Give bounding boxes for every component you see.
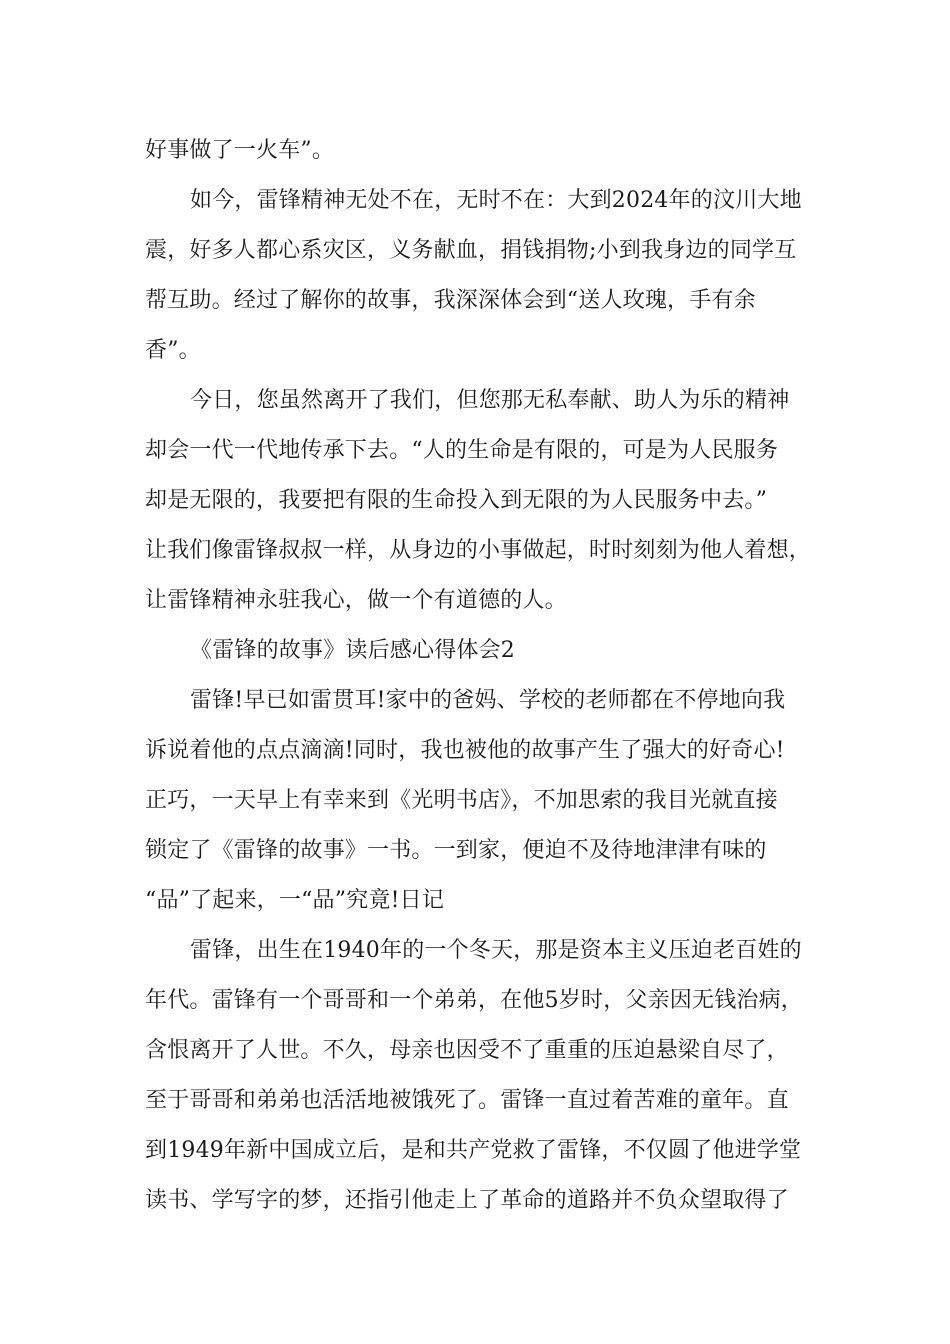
text-line: 诉说着他的点点滴滴!同时，我也被他的故事产生了强大的好奇心! xyxy=(145,738,785,763)
text-line: 让我们像雷锋叔叔一样，从身边的小事做起，时时刻刻为他人着想， xyxy=(145,538,812,563)
section-heading: 《雷锋的故事》读后感心得体会2 xyxy=(190,638,515,663)
text-line: 锁定了《雷锋的故事》一书。一到家，便迫不及待地津津有味的 xyxy=(145,838,767,863)
text-line: 正巧，一天早上有幸来到《光明书店》，不加思索的我目光就直接 xyxy=(145,788,778,813)
text-line: 年代。雷锋有一个哥哥和一个弟弟，在他5岁时，父亲因无钱治病， xyxy=(145,988,803,1013)
text-line: 到1949年新中国成立后，是和共产党救了雷锋，不仅圆了他进学堂 xyxy=(145,1138,802,1163)
text-line: 帮互助。经过了解你的故事，我深深体会到“送人玫瑰，手有余 xyxy=(145,288,756,313)
text-line: 好事做了一火车”。 xyxy=(145,138,335,163)
paragraph-first-line: 雷锋!早已如雷贯耳!家中的爸妈、学校的老师都在不停地向我 xyxy=(190,688,786,713)
text-line: 却是无限的，我要把有限的生命投入到无限的为人民服务中去。” xyxy=(145,488,768,513)
text-line: 香”。 xyxy=(145,338,201,363)
text-line: “品”了起来，一“品”究竟!日记 xyxy=(145,888,445,913)
text-line: 让雷锋精神永驻我心，做一个有道德的人。 xyxy=(145,588,567,613)
text-line: 却会一代一代地传承下去。“人的生命是有限的，可是为人民服务 xyxy=(145,438,779,463)
paragraph-first-line: 如今，雷锋精神无处不在，无时不在：大到2024年的汶川大地 xyxy=(190,188,802,213)
text-line: 至于哥哥和弟弟也活活地被饿死了。雷锋一直过着苦难的童年。直 xyxy=(145,1088,789,1113)
text-line: 震，好多人都心系灾区，义务献血，捐钱捐物;小到我身边的同学互 xyxy=(145,238,797,263)
text-line: 读书、学写字的梦，还指引他走上了革命的道路并不负众望取得了 xyxy=(145,1188,789,1213)
text-line: 含恨离开了人世。不久，母亲也因受不了重重的压迫悬梁自尽了， xyxy=(145,1038,789,1063)
paragraph-first-line: 雷锋，出生在1940年的一个冬天，那是资本主义压迫老百姓的 xyxy=(190,938,802,963)
paragraph-first-line: 今日，您虽然离开了我们，但您那无私奉献、助人为乐的精神 xyxy=(190,388,790,413)
